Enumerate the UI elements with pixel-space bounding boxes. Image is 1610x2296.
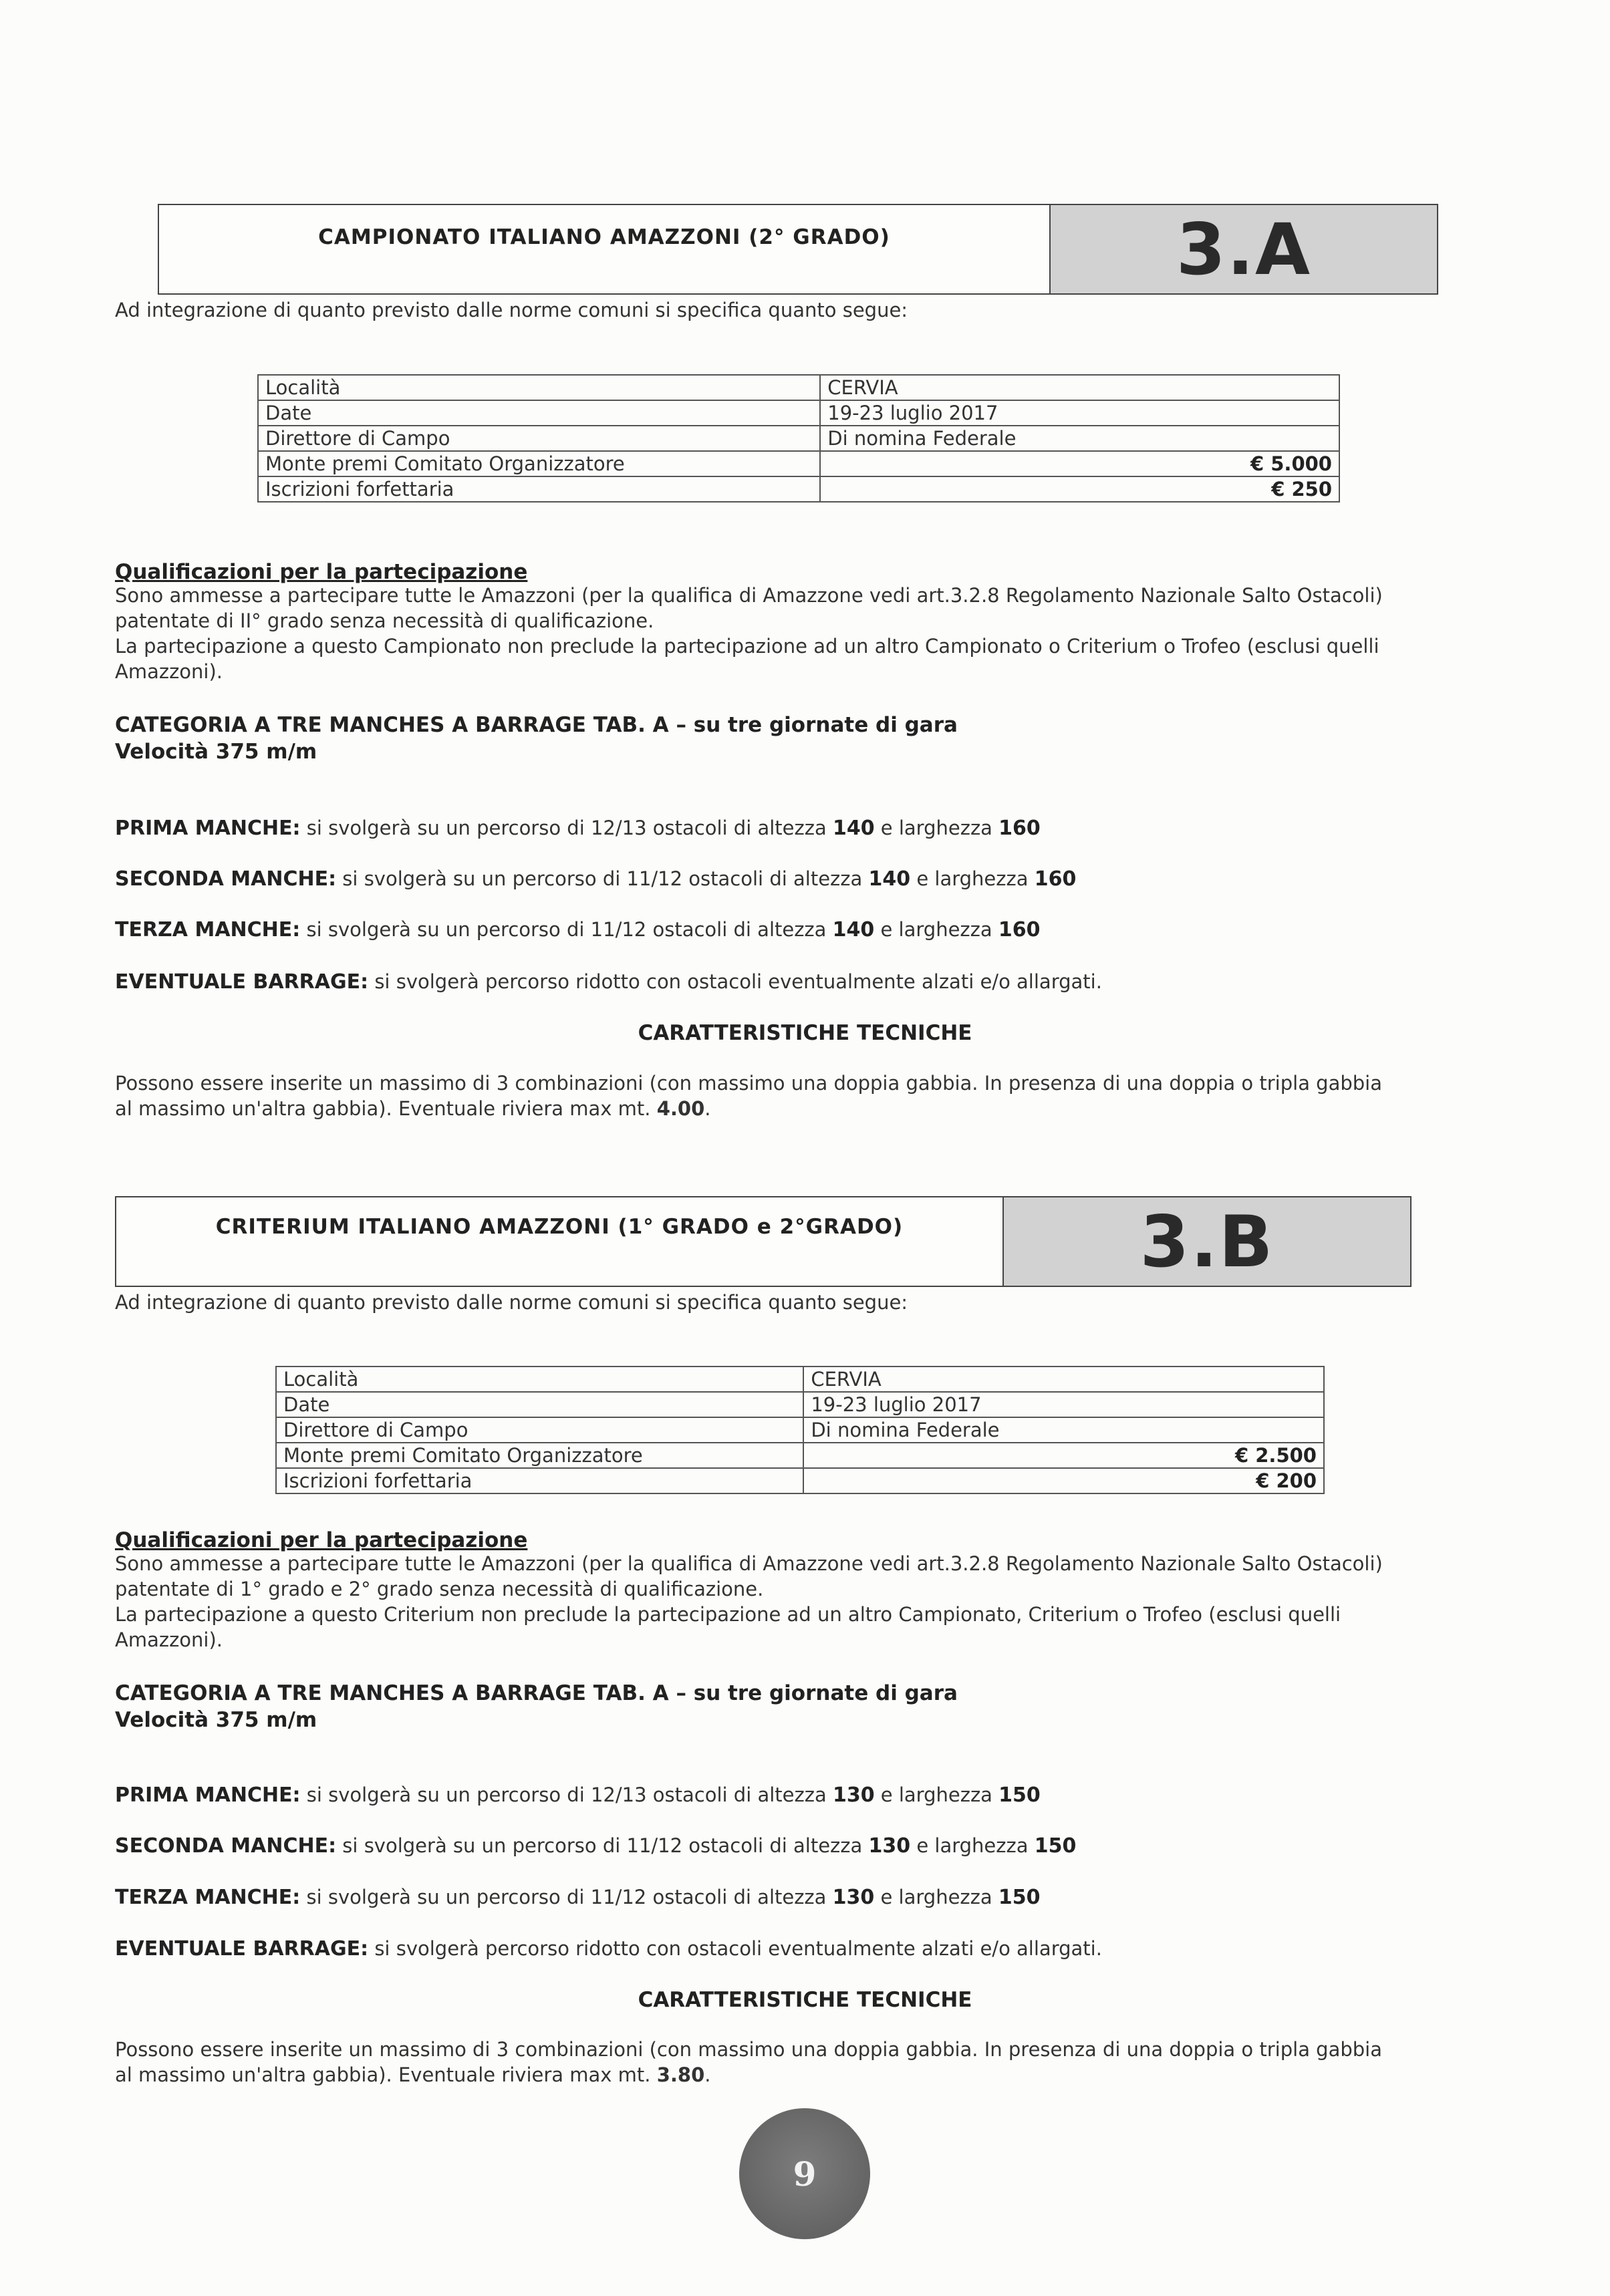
technical-text (115, 2037, 1382, 2088)
barrage-text: si svolgerà percorso ridotto con ostacoli eventualmente alzati e/o allargati. (368, 970, 1102, 993)
category-title: CATEGORIA A TRE MANCHES A BARRAGE TAB. A – su tre giornate di gara (115, 713, 958, 737)
category-speed: Velocità 375 m/m (115, 740, 317, 764)
table-value: € 250 (820, 476, 1339, 502)
table-label: Direttore di Campo (258, 426, 820, 451)
manche-width: 150 (998, 1886, 1041, 1909)
section-header-3b (115, 1196, 1412, 1287)
paragraph-text: al massimo un'altra gabbia). Eventuale riviera max mt. (115, 1097, 657, 1120)
manche-text: si svolgerà su un percorso di 11/12 ostacoli di altezza (300, 918, 833, 941)
manche-text: si svolgerà su un percorso di 11/12 ostacoli di altezza (336, 867, 869, 890)
manche-text: si svolgerà su un percorso di 12/13 ostacoli di altezza (300, 1783, 833, 1806)
manche-height: 140 (832, 817, 875, 840)
table-label: Monte premi Comitato Organizzatore (276, 1443, 803, 1468)
manche-text: e larghezza (874, 1886, 998, 1908)
table-value: € 200 (803, 1468, 1324, 1493)
info-table (257, 374, 1340, 503)
table-row (276, 1367, 1324, 1392)
table-row (276, 1392, 1324, 1417)
table-value: € 5.000 (820, 451, 1339, 476)
manche-label: TERZA MANCHE: (115, 918, 301, 942)
table-label: Località (276, 1367, 803, 1392)
paragraph-text: . (704, 1097, 711, 1120)
paragraph-line: Possono essere inserite un massimo di 3 combinazioni (con massimo una doppia gabbia. In presenza di una doppia o tripla gabbia (115, 1072, 1383, 1095)
qualifications-text (115, 583, 1383, 684)
manche-text: si svolgerà su un percorso di 12/13 ostacoli di altezza (300, 817, 833, 839)
paragraph-line: patentate di 1° grado e 2° grado senza necessità di qualificazione. (115, 1578, 764, 1600)
manche-text: e larghezza (874, 817, 999, 839)
table-row (258, 426, 1339, 451)
manche-height: 130 (832, 1886, 875, 1909)
manche-height: 130 (832, 1783, 875, 1807)
manche-text: e larghezza (910, 867, 1035, 890)
barrage-line (115, 1937, 1102, 1961)
paragraph-text: . (704, 2063, 711, 2086)
category-speed: Velocità 375 m/m (115, 1708, 317, 1732)
table-row (258, 400, 1339, 426)
table-label: Iscrizioni forfettaria (258, 476, 820, 502)
manche-height: 140 (868, 867, 911, 891)
manche-text: e larghezza (874, 1783, 999, 1806)
section-number-badge: 3.B (1004, 1197, 1410, 1286)
table-label: Date (276, 1392, 803, 1417)
manche-line (115, 1886, 1041, 1909)
table-label: Direttore di Campo (276, 1417, 803, 1443)
manche-label: TERZA MANCHE: (115, 1886, 301, 1909)
manche-text: e larghezza (874, 918, 998, 941)
section-title: CAMPIONATO ITALIANO AMAZZONI (2° GRADO) (159, 205, 1051, 293)
qualifications-text (115, 1551, 1383, 1653)
page-number: 9 (739, 2108, 870, 2239)
manche-line (115, 867, 1076, 891)
table-label: Località (258, 375, 820, 400)
info-table (275, 1366, 1325, 1494)
barrage-label: EVENTUALE BARRAGE: (115, 970, 369, 994)
paragraph-line: Amazzoni). (115, 1628, 223, 1651)
manche-width: 160 (1034, 867, 1077, 891)
section-header-3a (158, 204, 1438, 295)
manche-line (115, 1783, 1041, 1807)
table-row (276, 1417, 1324, 1443)
category-title: CATEGORIA A TRE MANCHES A BARRAGE TAB. A – su tre giornate di gara (115, 1681, 958, 1705)
manche-line (115, 817, 1041, 840)
table-value: Di nomina Federale (820, 426, 1339, 451)
paragraph-line: patentate di II° grado senza necessità di qualificazione. (115, 609, 654, 632)
intro-text: Ad integrazione di quanto previsto dalle norme comuni si specifica quanto segue: (115, 1291, 908, 1314)
paragraph-line: Possono essere inserite un massimo di 3 combinazioni (con massimo una doppia gabbia. In presenza di una doppia o tripla gabbia (115, 2038, 1383, 2061)
technical-text (115, 1070, 1382, 1121)
barrage-text: si svolgerà percorso ridotto con ostacoli eventualmente alzati e/o allargati. (368, 1937, 1102, 1960)
technical-heading: CARATTERISTICHE TECNICHE (638, 1021, 972, 1045)
riviera-max: 4.00 (656, 1097, 705, 1120)
table-label: Date (258, 400, 820, 426)
manche-label: PRIMA MANCHE: (115, 817, 301, 840)
technical-heading: CARATTERISTICHE TECNICHE (638, 1988, 972, 2012)
manche-width: 160 (998, 817, 1041, 840)
paragraph-line: La partecipazione a questo Campionato non preclude la partecipazione ad un altro Campionato o Criterium o Trofeo (esclusi quelli (115, 635, 1379, 658)
manche-text: si svolgerà su un percorso di 11/12 ostacoli di altezza (336, 1834, 869, 1857)
manche-label: SECONDA MANCHE: (115, 1834, 337, 1858)
manche-height: 130 (868, 1834, 911, 1858)
section-title: CRITERIUM ITALIANO AMAZZONI (1° GRADO e 2°GRADO) (116, 1197, 1004, 1286)
manche-line (115, 918, 1041, 942)
section-number-badge: 3.A (1051, 205, 1437, 293)
riviera-max: 3.80 (656, 2063, 705, 2086)
manche-text: si svolgerà su un percorso di 11/12 ostacoli di altezza (300, 1886, 833, 1908)
manche-label: SECONDA MANCHE: (115, 867, 337, 891)
table-label: Monte premi Comitato Organizzatore (258, 451, 820, 476)
qualifications-heading: Qualificazioni per la partecipazione (115, 560, 528, 584)
paragraph-line: La partecipazione a questo Criterium non preclude la partecipazione ad un altro Campionato, Criterium o Trofeo (esclusi quelli (115, 1603, 1341, 1626)
manche-text: e larghezza (910, 1834, 1035, 1857)
table-value: CERVIA (820, 375, 1339, 400)
paragraph-line: Sono ammesse a partecipare tutte le Amazzoni (per la qualifica di Amazzone vedi art.3.2.8 Regolamento Nazionale Salto Ostacoli) (115, 1552, 1383, 1575)
manche-width: 150 (998, 1783, 1041, 1807)
table-row (276, 1443, 1324, 1468)
manche-height: 140 (832, 918, 875, 942)
table-row (258, 476, 1339, 502)
table-value: 19-23 luglio 2017 (803, 1392, 1324, 1417)
paragraph-line: Sono ammesse a partecipare tutte le Amazzoni (per la qualifica di Amazzone vedi art.3.2.8 Regolamento Nazionale Salto Ostacoli) (115, 584, 1383, 607)
barrage-label: EVENTUALE BARRAGE: (115, 1937, 369, 1961)
paragraph-text: al massimo un'altra gabbia). Eventuale riviera max mt. (115, 2063, 657, 2086)
category-block (115, 712, 958, 765)
table-row (258, 451, 1339, 476)
manche-label: PRIMA MANCHE: (115, 1783, 301, 1807)
manche-line (115, 1834, 1076, 1858)
table-value: € 2.500 (803, 1443, 1324, 1468)
paragraph-line (115, 1096, 1382, 1121)
paragraph-line (115, 2062, 1382, 2088)
table-value: Di nomina Federale (803, 1417, 1324, 1443)
table-value: 19-23 luglio 2017 (820, 400, 1339, 426)
category-block (115, 1680, 958, 1733)
table-label: Iscrizioni forfettaria (276, 1468, 803, 1493)
manche-width: 160 (998, 918, 1041, 942)
manche-width: 150 (1034, 1834, 1077, 1858)
table-row (258, 375, 1339, 400)
barrage-line (115, 970, 1102, 994)
paragraph-line: Amazzoni). (115, 660, 223, 683)
qualifications-heading: Qualificazioni per la partecipazione (115, 1528, 528, 1552)
intro-text: Ad integrazione di quanto previsto dalle norme comuni si specifica quanto segue: (115, 299, 908, 321)
table-row (276, 1468, 1324, 1493)
table-value: CERVIA (803, 1367, 1324, 1392)
